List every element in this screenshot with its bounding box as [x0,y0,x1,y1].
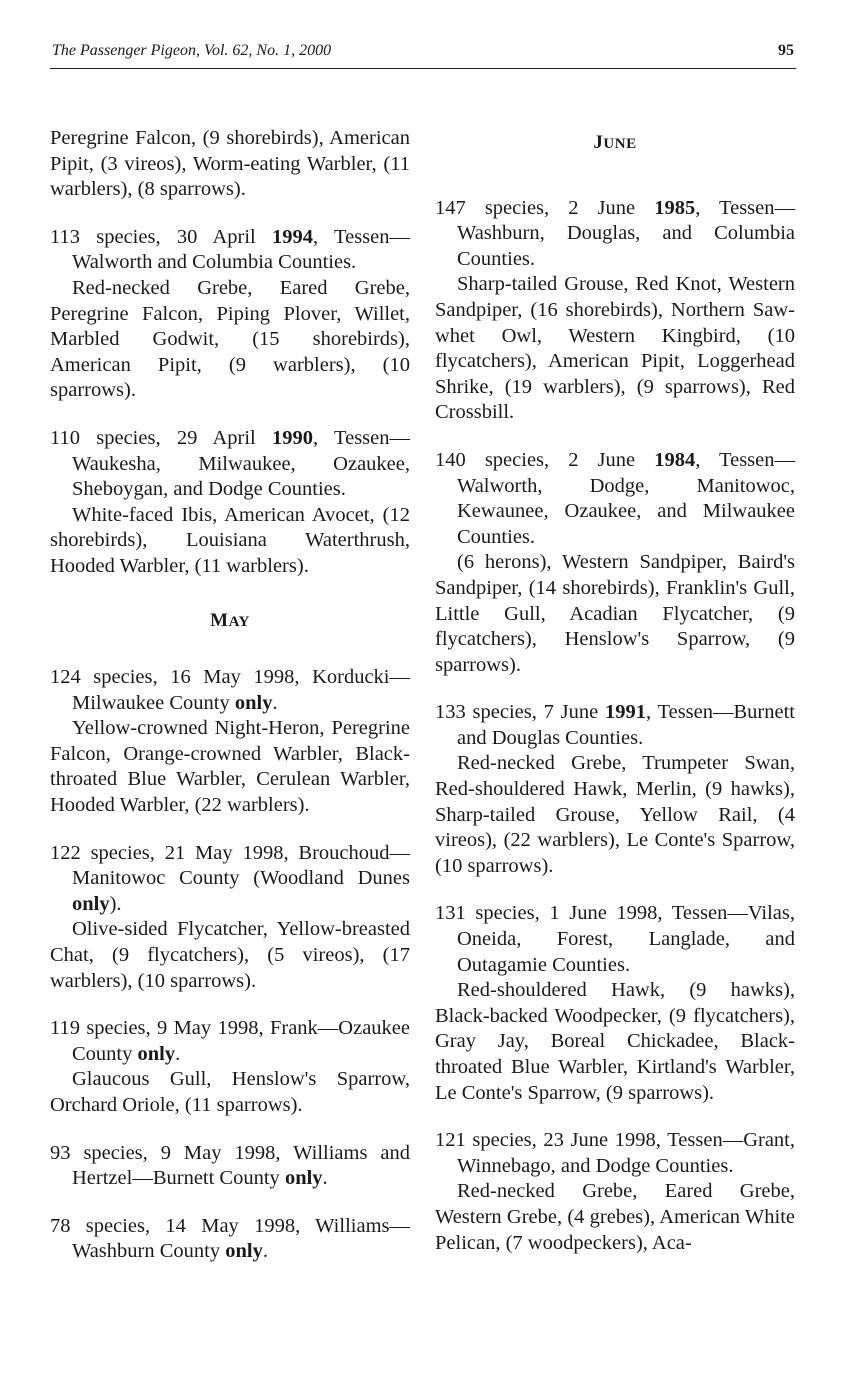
entry-species-list: Sharp-tailed Grouse, Red Knot, Western Sandpiper, (16 shorebirds), Northern Saw-whet Owl, Western Kingbird, (10 flycatchers), American Pipit, Loggerhead Shrike, (19 warblers), (9 sparrows), Red Crossbill. [435,273,795,424]
entry-heading: 140 species, 2 June 1984, Tessen—Walworth, Dodge, Manitowoc, Kewaunee, Ozaukee, and Milwaukee Counties. [435,448,796,548]
count-entry [50,841,410,995]
count-entry [50,426,410,580]
entry-species-list: Red-necked Grebe, Eared Grebe, Peregrine Falcon, Piping Plover, Willet, Marbled Godwit, (15 shorebirds), American Pipit, (9 warblers), (10 sparrows). [50,276,410,402]
entry-heading: 119 species, 9 May 1998, Frank—Ozaukee County only. [50,1017,410,1065]
entry-species-list: Yellow-crowned Night-Heron, Peregrine Falcon, Orange-crowned Warbler, Black-throated Blue Warbler, Cerulean Warbler, Hooded Warbler, (22 warblers). [50,717,410,817]
count-entry [50,1141,410,1192]
entry-heading: 78 species, 14 May 1998, Williams—Washburn County only. [50,1214,410,1263]
entry-heading: 133 species, 7 June 1991, Tessen—Burnett and Douglas Counties. [435,701,795,749]
entry-heading: 113 species, 30 April 1994, Tessen—Walworth and Columbia Counties. [50,225,411,274]
count-entry [50,665,410,819]
entry-species-list: Red-necked Grebe, Eared Grebe, Western Grebe, (4 grebes), American White Pelican, (7 woodpeckers), Aca- [435,1180,795,1254]
entry-species-list: Red-necked Grebe, Trumpeter Swan, Red-shouldered Hawk, Merlin, (9 hawks), Sharp-tailed Grouse, Yellow Rail, (4 vireos), (22 warblers), Le Conte's Sparrow, (10 sparrows). [435,752,795,877]
entry-heading: 122 species, 21 May 1998, Brouchoud—Manitowoc County (Woodland Dunes only). [50,841,410,915]
count-entry [435,700,795,879]
count-entry [435,901,795,1106]
journal-citation: The Passenger Pigeon, Vol. 62, No. 1, 2000 [52,42,332,59]
section-heading-may: MAY [210,609,250,631]
entry-heading: 147 species, 2 June 1985, Tessen—Washburn, Douglas, and Columbia Counties. [435,196,796,270]
entry-species-list: (6 herons), Western Sandpiper, Baird's Sandpiper, (14 shorebirds), Franklin's Gull, Little Gull, Acadian Flycatcher, (9 flycatchers), Henslow's Sparrow, (9 sparrows). [435,551,795,676]
count-entry [435,1128,795,1256]
entry-species-list: Olive-sided Flycatcher, Yellow-breasted Chat, (9 flycatchers), (5 vireos), (17 warblers), (10 sparrows). [50,918,410,992]
entry-species-list: White-faced Ibis, American Avocet, (12 shorebirds), Louisiana Waterthrush, Hooded Warbler, (11 warblers). [50,503,410,577]
count-entry [50,1016,410,1118]
count-entry [435,448,795,678]
continued-species-list: Peregrine Falcon, (9 shorebirds), American Pipit, (3 vireos), Worm-eating Warbler, (11 warblers), (8 sparrows). [50,127,410,201]
entry-heading: 93 species, 9 May 1998, Williams and Hertzel—Burnett County only. [50,1141,410,1190]
page-number: 95 [778,42,794,59]
running-header [50,40,796,69]
count-entry [50,225,410,404]
right-column [435,126,795,1278]
entry-species-list: Red-shouldered Hawk, (9 hawks), Black-backed Woodpecker, (9 flycatchers), Gray Jay, Boreal Chickadee, Black-throated Blue Warbler, Kirtland's Warbler, Le Conte's Sparrow, (9 sparrows). [435,979,795,1104]
entry-heading: 131 species, 1 June 1998, Tessen—Vilas, Oneida, Forest, Langlade, and Outagamie Counties. [435,902,795,976]
count-entry [50,1214,410,1265]
entry-species-list: Glaucous Gull, Henslow's Sparrow, Orchard Oriole, (11 sparrows). [50,1068,410,1116]
left-column [50,126,410,1287]
entry-heading: 110 species, 29 April 1990, Tessen—Waukesha, Milwaukee, Ozaukee, Sheboygan, and Dodge Counties. [50,426,411,501]
entry-heading: 124 species, 16 May 1998, Korducki—Milwaukee County only. [50,666,410,714]
entry-heading: 121 species, 23 June 1998, Tessen—Grant, Winnebago, and Dodge Counties. [435,1129,795,1177]
count-entry [435,196,795,426]
section-heading-june: JUNE [593,132,637,153]
